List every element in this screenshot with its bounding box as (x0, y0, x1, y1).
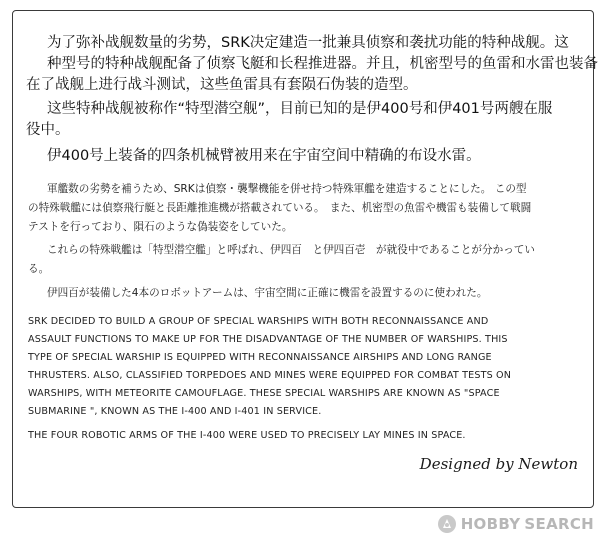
en-line-5: WARSHIPS, WITH METEORITE CAMOUFLAGE. THESE SPECIAL WARSHIPS ARE KNOWN AS "SPACE (28, 388, 500, 399)
cn-line-5: 役中。 (26, 122, 70, 138)
en-line-6: SUBMARINE ", KNOWN AS THE I-400 AND I-401 IN SERVICE. (28, 406, 322, 417)
en-line-4: THRUSTERS. ALSO, CLASSIFIED TORPEDOES AND MINES WERE EQUIPPED FOR COMBAT TESTS ON (28, 370, 512, 381)
cn-line-1: 为了弥补战舰数量的劣势，SRK决定建造一批兼具侦察和袭扰功能的特种战舰。这 (47, 35, 569, 51)
jp-line-1: 軍艦数の劣勢を補うため、SRKは偵察・襲撃機能を併せ持つ特殊軍艦を建造することにした。 この型 (47, 183, 527, 195)
cn-line-2: 种型号的特种战舰配备了侦察飞艇和长程推进器。并且，机密型号的鱼雷和水雷也装备 (47, 56, 598, 72)
cn-line-3: 在了战舰上进行战斗测试，这些鱼雷具有套陨石伪装的造型。 (26, 77, 418, 93)
watermark-brand: HOBBY (460, 515, 521, 533)
en-line-3: TYPE OF SPECIAL WARSHIP IS EQUIPPED WITH RECONNAISSANCE AIRSHIPS AND LONG RANGE (28, 352, 492, 363)
jp-line-3: テストを行っており、隕石のような偽装姿をしていた。 (28, 221, 293, 233)
en-line-1: SRK DECIDED TO BUILD A GROUP OF SPECIAL WARSHIPS WITH BOTH RECONNAISSANCE AND (28, 316, 489, 327)
hobbysearch-logo-icon (437, 514, 457, 534)
cn-line-4: 这些特种战舰被称作“特型潜空舰”，目前已知的是伊400号和伊401号两艘在服 (47, 101, 553, 117)
jp-line-2: の特殊戦艦には偵察飛行艇と長距離推進機が搭載されている。 また、机密型の魚雷や機雷も装備して戦闘 (28, 202, 532, 214)
cn-line-6: 伊400号上装备的四条机械臂被用来在宇宙空间中精确的布设水雷。 (47, 148, 481, 164)
jp-line-5: る。 (28, 263, 50, 275)
en-line-2: ASSAULT FUNCTIONS TO MAKE UP FOR THE DISADVANTAGE OF THE NUMBER OF WARSHIPS. THIS (28, 334, 508, 345)
en-line-7: THE FOUR ROBOTIC ARMS OF THE I-400 WERE USED TO PRECISELY LAY MINES IN SPACE. (28, 430, 466, 441)
jp-line-4: これらの特殊戦艦は「特型潜空艦」と呼ばれ、伊四百 と伊四百壱 が就役中であることが分かってい (47, 244, 535, 256)
hobbysearch-watermark (437, 513, 594, 535)
jp-line-6: 伊四百が装備した4本のロボットアームは、宇宙空間に正確に機雷を設置するのに使われた。 (47, 287, 488, 299)
designer-signature: Designed by Newton (419, 455, 578, 473)
watermark-word: SEARCH (524, 515, 594, 533)
